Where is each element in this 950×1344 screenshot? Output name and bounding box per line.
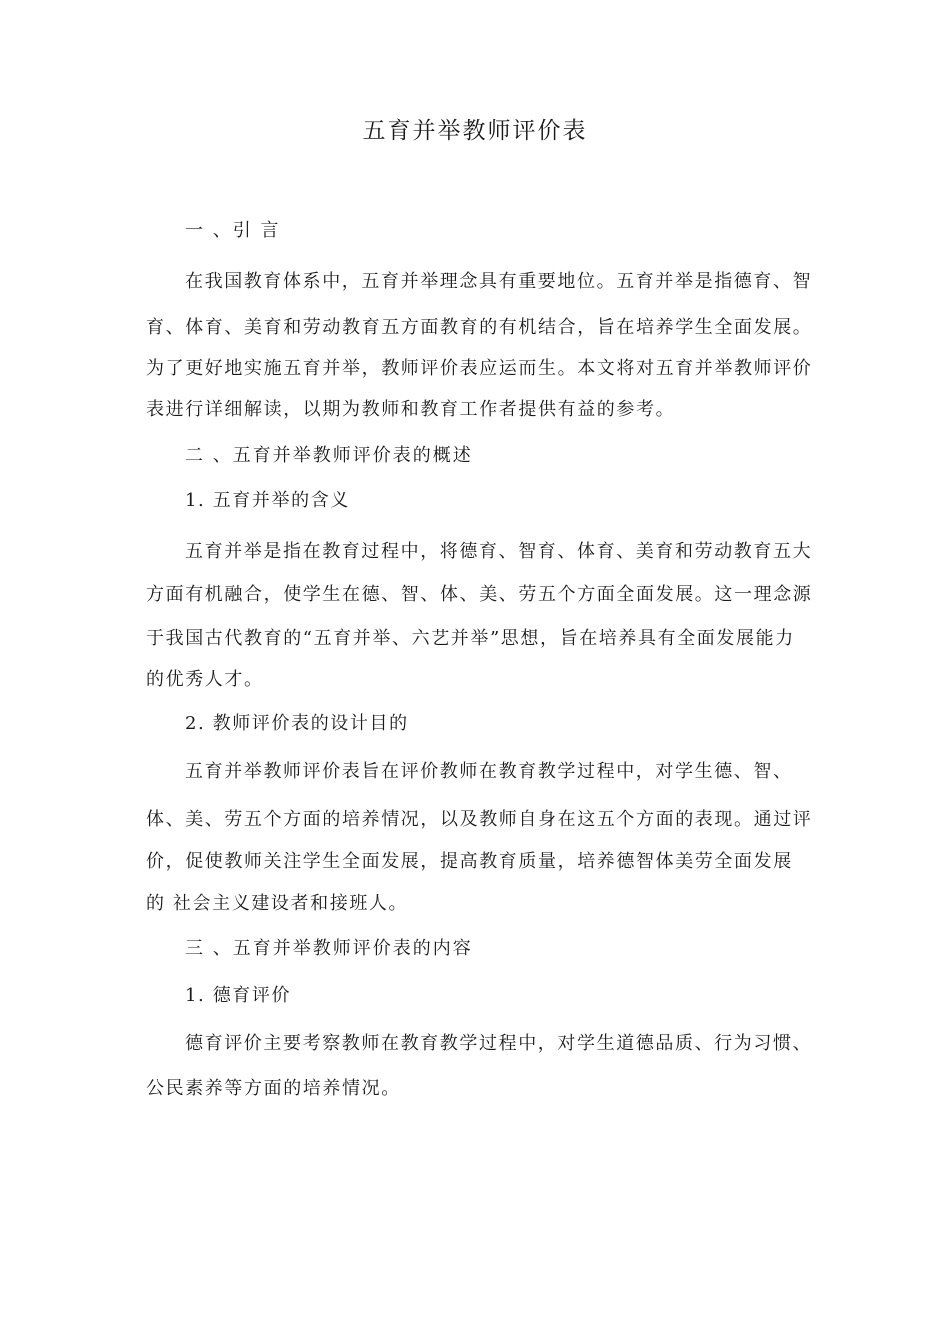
section-1-paragraph-line: 表进行详细解读，以期为教师和教育工作者提供有益的参考。 xyxy=(146,399,676,420)
subsection-2-1-paragraph-line: 于我国古代教育的“五育并举、六艺并举”思想，旨在培养具有全面发展能力 xyxy=(146,628,795,649)
subsection-2-1-paragraph-line: 方面有机融合，使学生在德、智、体、美、劳五个方面全面发展。这一理念源 xyxy=(146,584,813,605)
subsection-3-1-paragraph-line: 德育评价主要考察教师在教育教学过程中，对学生道德品质、行为习惯、 xyxy=(185,1033,813,1054)
subsection-2-1-heading: 1. 五育并举的含义 xyxy=(185,490,350,511)
section-1-paragraph-line: 为了更好地实施五育并举，教师评价表应运而生。本文将对五育并举教师评价 xyxy=(146,358,813,379)
subsection-3-1-heading: 1. 德育评价 xyxy=(185,985,292,1006)
subsection-2-2-paragraph-line: 价，促使教师关注学生全面发展，提高教育质量，培养德智体美劳全面发展 xyxy=(146,851,793,872)
section-1-paragraph-line: 育、体育、美育和劳动教育五方面教育的有机结合，旨在培养学生全面发展。 xyxy=(146,317,813,338)
subsection-3-1-paragraph-line: 公民素养等方面的培养情况。 xyxy=(146,1078,401,1099)
section-1-paragraph-line: 在我国教育体系中，五育并举理念具有重要地位。五育并举是指德育、智 xyxy=(185,271,813,292)
subsection-2-1-paragraph-line: 五育并举是指在教育过程中，将德育、智育、体育、美育和劳动教育五大 xyxy=(185,541,813,562)
section-2-heading: 二 、五育并举教师评价表的概述 xyxy=(185,445,473,466)
document-title: 五育并举教师评价表 xyxy=(362,118,588,144)
subsection-2-2-paragraph-line: 五育并举教师评价表旨在评价教师在教育教学过程中，对学生德、智、 xyxy=(185,761,793,782)
subsection-2-2-paragraph-line: 体、美、劳五个方面的培养情况，以及教师自身在这五个方面的表现。通过评 xyxy=(146,809,813,830)
section-3-heading: 三 、五育并举教师评价表的内容 xyxy=(185,938,473,959)
section-1-heading: 一 、引 言 xyxy=(185,220,281,241)
subsection-2-2-paragraph-line: 的 社会主义建设者和接班人。 xyxy=(146,893,409,914)
subsection-2-1-paragraph-line: 的优秀人才。 xyxy=(146,669,264,690)
subsection-2-2-heading: 2. 教师评价表的设计目的 xyxy=(185,713,409,734)
